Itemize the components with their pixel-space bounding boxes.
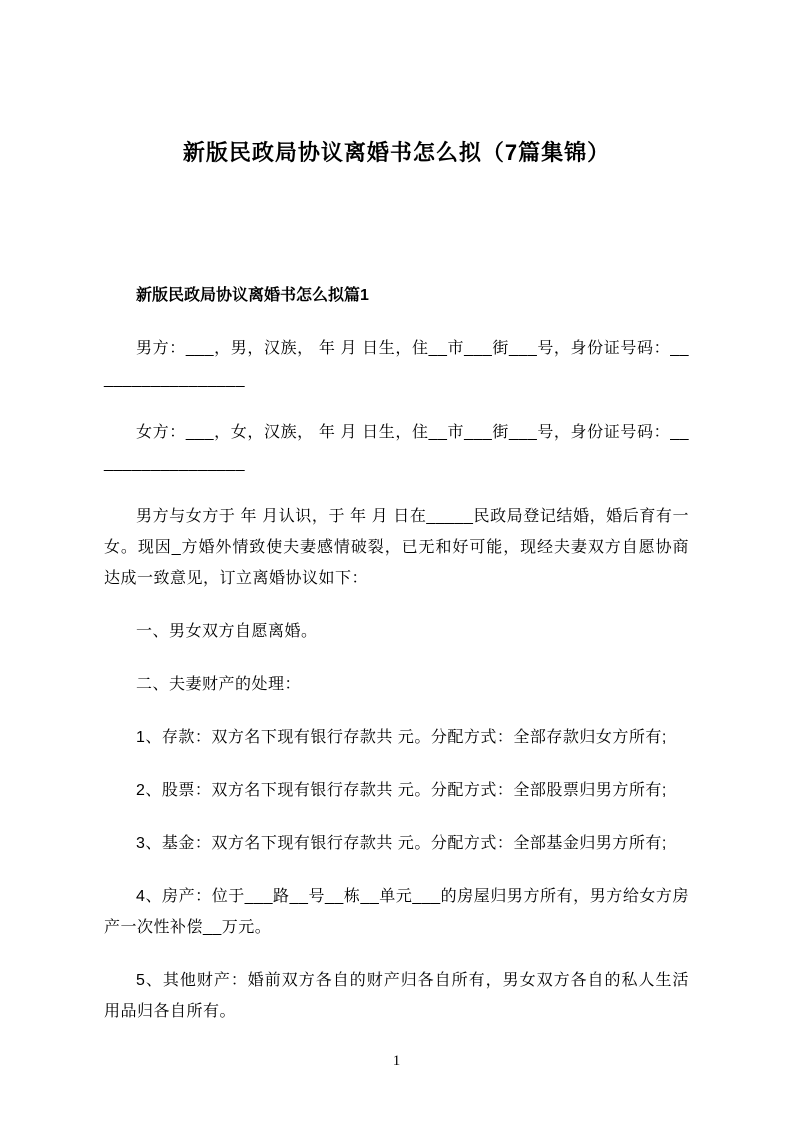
paragraph-item-stock: 2、股票：双方名下现有银行存款共 元。分配方式：全部股票归男方所有; [136, 782, 667, 799]
paragraph-party-male: 男方：___，男，汉族， 年 月 日生，住__市___街___号，身份证号码：_________________ [104, 340, 689, 388]
paragraph-preamble: 男方与女方于 年 月认识，于 年 月 日在_____民政局登记结婚，婚后育有一女。现因_方婚外情致使夫妻感情破裂，已无和好可能，现经夫妻双方自愿协商达成一致意见，订立离婚协议如下： [104, 508, 689, 587]
page-number: 1 [392, 1053, 401, 1069]
section-heading: 新版民政局协议离婚书怎么拟篇1 [136, 287, 369, 304]
paragraph-item-deposit: 1、存款：双方名下现有银行存款共 元。分配方式：全部存款归女方所有; [136, 729, 667, 746]
paragraph-party-female: 女方：___，女，汉族， 年 月 日生，住__市___街___号，身份证号码：_________________ [104, 424, 689, 472]
paragraph-clause-2: 二、夫妻财产的处理： [136, 676, 302, 693]
paragraph-clause-1: 一、男女双方自愿离婚。 [136, 623, 318, 640]
document-body [104, 333, 689, 1027]
paragraph-item-other-assets: 5、其他财产：婚前双方各自的财产归各自所有，男女双方各自的私人生活用品归各自所有。 [104, 972, 689, 1020]
paragraph-item-fund: 3、基金：双方名下现有银行存款共 元。分配方式：全部基金归男方所有; [136, 835, 667, 852]
paragraph-item-property: 4、房产：位于___路__号__栋__单元___的房屋归男方所有，男方给女方房产一次性补偿__万元。 [104, 888, 689, 936]
document-title: 新版民政局协议离婚书怎么拟（7篇集锦） [182, 140, 611, 165]
